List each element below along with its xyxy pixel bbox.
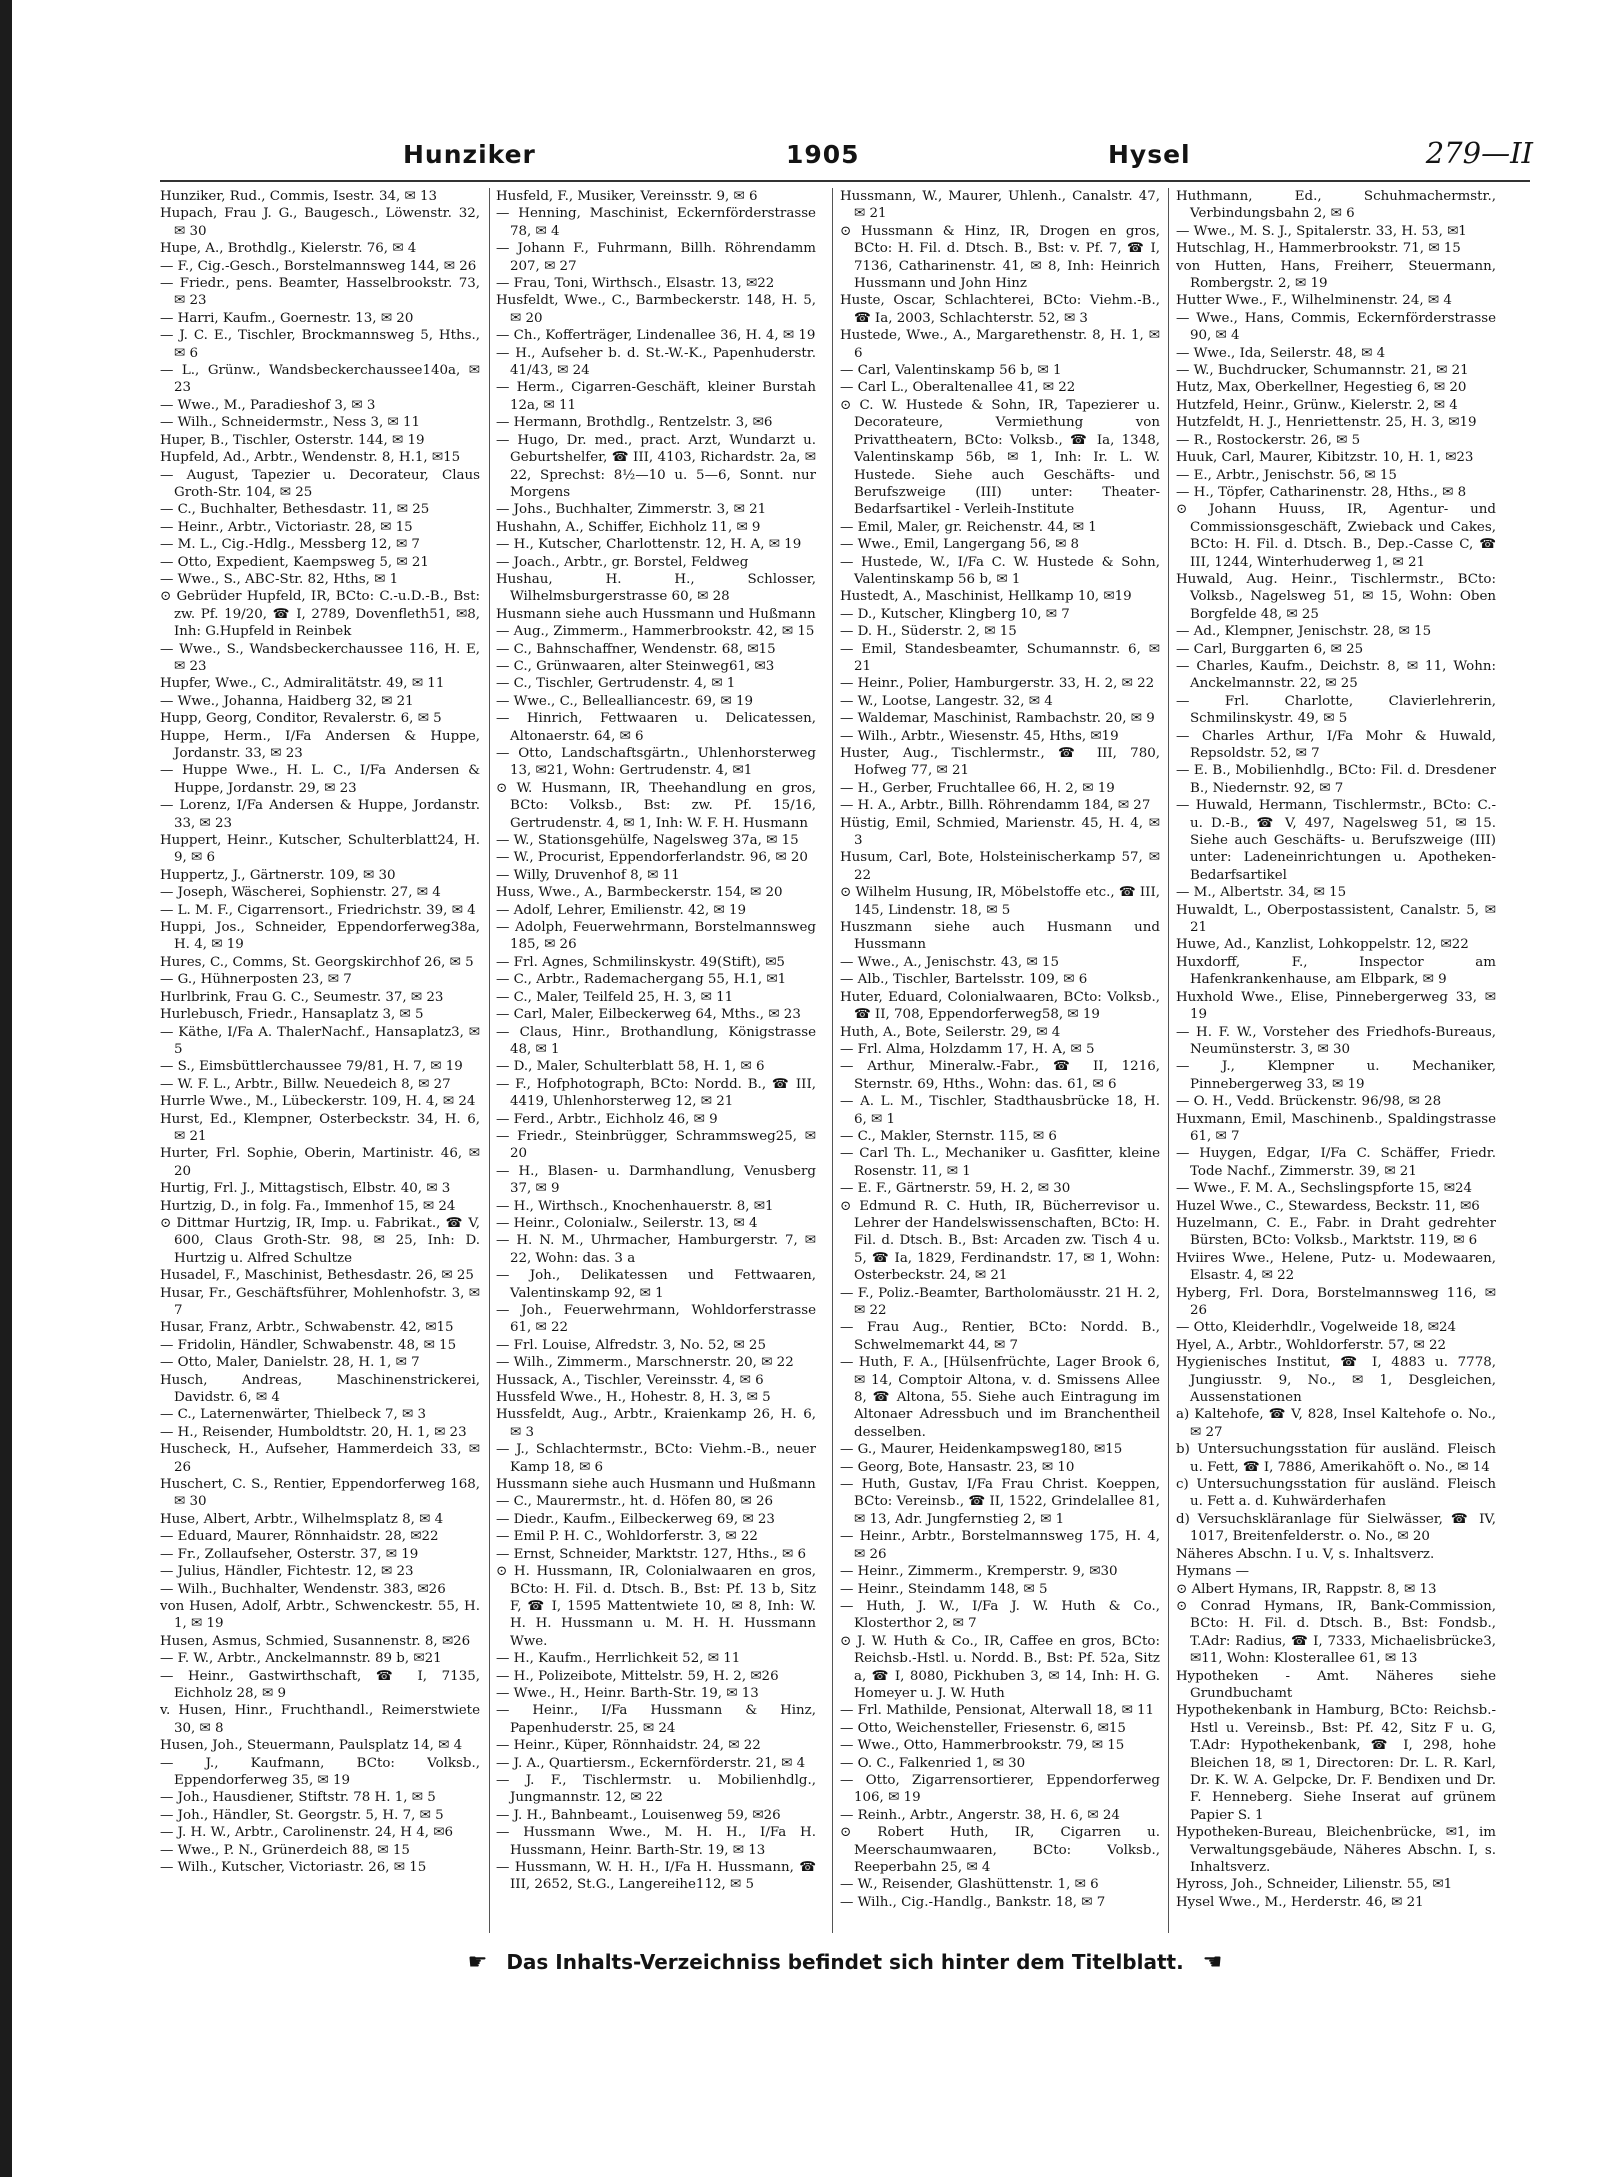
footer-text: Das Inhalts-Verzeichniss befindet sich hinter dem Titelblatt. (506, 1950, 1184, 1974)
directory-entry: Hurtzig, D., in folg. Fa., Immenhof 15, ✉ 24 (160, 1198, 456, 1214)
directory-entry: — J. F., Tischlermstr. u. Mobilienhdlg., Jungmannstr. 12, ✉ 22 (496, 1772, 816, 1806)
directory-entry: Husen, Asmus, Schmied, Susannenstr. 8, ✉26 (160, 1633, 471, 1649)
directory-entry: Husfeldt, Wwe., C., Barmbeckerstr. 148, H. 5, ✉ 20 (496, 293, 816, 326)
directory-entry: — W., Buchdrucker, Schumannstr. 21, ✉ 21 (1176, 363, 1469, 379)
directory-entry: — H., Kutscher, Charlottenstr. 12, H. A, ✉ 19 (496, 537, 802, 553)
directory-entry: Huper, B., Tischler, Osterstr. 144, ✉ 19 (160, 432, 425, 448)
directory-entry: — Otto, Kleiderhdlr., Vogelweide 18, ✉24 (1176, 1320, 1457, 1336)
directory-entry: — Wwe., Otto, Hammerbrookstr. 79, ✉ 15 (840, 1738, 1125, 1754)
directory-entry: — J. H. W., Arbtr., Carolinenstr. 24, H 4, ✉6 (160, 1825, 453, 1841)
directory-entry: — Julius, Händler, Fichtestr. 12, ✉ 23 (160, 1564, 414, 1580)
directory-entry: — Joach., Arbtr., gr. Borstel, Feldweg (496, 554, 749, 570)
page-header (148, 136, 1533, 176)
directory-entry: — Wilh., Schneidermstr., Ness 3, ✉ 11 (160, 415, 420, 431)
directory-entry: ⊙ Hussmann & Hinz, IR, Drogen en gros, BCto: H. Fil. d. Dtsch. B., Bst: v. Pf. 7, ☎ I, 7136, Catharinenstr. 41, ✉ 8, Inh: Heinrich Hussmann und John Hinz (840, 223, 1160, 292)
directory-entry: — Heinr., Arbtr., Victoriastr. 28, ✉ 15 (160, 519, 413, 535)
directory-entry: — J., Kaufmann, BCto: Volksb., Eppendorferweg 35, ✉ 19 (160, 1755, 480, 1788)
directory-entry: — Ernst, Schneider, Marktstr. 127, Hths., ✉ 6 (496, 1546, 806, 1562)
directory-entry: Hures, C., Comms, St. Georgskirchhof 26, ✉ 5 (160, 954, 474, 970)
directory-entry: — Frl. Mathilde, Pensionat, Alterwall 18, ✉ 11 (840, 1703, 1155, 1719)
directory-entry: — Frau, Toni, Wirthsch., Elsastr. 13, ✉22 (496, 276, 775, 292)
directory-entry: — Frau Aug., Rentier, BCto: Nordd. B., Schwelmemarkt 44, ✉ 7 (840, 1320, 1160, 1353)
directory-entry: — Wwe., Johanna, Haidberg 32, ✉ 21 (160, 693, 414, 709)
pointing-hand-icon: ☛ (467, 1950, 488, 1975)
directory-entry: — Henning, Maschinist, Eckernförderstrasse 78, ✉ 4 (496, 206, 816, 239)
directory-entry: — D., Maler, Schulterblatt 58, H. 1, ✉ 6 (496, 1059, 765, 1075)
directory-entry: — Ad., Klempner, Jenischstr. 28, ✉ 15 (1176, 624, 1432, 640)
directory-entry: — H., Blasen- u. Darmhandlung, Venusberg 37, ✉ 9 (496, 1163, 816, 1197)
directory-entry: Hyberg, Frl. Dora, Borstelmannsweg 116, ✉ 26 (1176, 1285, 1496, 1318)
directory-entry: — C., Buchhalter, Bethesdastr. 11, ✉ 25 (160, 502, 430, 518)
directory-entry: — Johann F., Fuhrmann, Billh. Röhrendamm 207, ✉ 27 (496, 241, 816, 274)
directory-entry: — Heinr., Colonialw., Seilerstr. 13, ✉ 4 (496, 1215, 758, 1231)
directory-entry: — Harri, Kaufm., Goernestr. 13, ✉ 20 (160, 310, 414, 326)
directory-entry: — Otto, Landschaftsgärtn., Uhlenhorsterweg 13, ✉21, Wohn: Gertrudenstr. 4, ✉1 (496, 746, 816, 779)
directory-entry: — Huwald, Hermann, Tischlermstr., BCto: C.- u. D.-B., ☎ V, 497, Nagelsweg 51, ✉ 15. Siehe auch Geschäfts- u. Berufszweige (III) unter: Ladeneinrichtungen u. Apotheken-Bedarfsartikel (1176, 798, 1496, 883)
scan-edge (0, 0, 12, 2177)
directory-entry: — L., Grünw., Wandsbeckerchaussee140a, ✉ 23 (160, 363, 480, 396)
directory-entry: — C., Makler, Sternstr. 115, ✉ 6 (840, 1128, 1057, 1144)
directory-entry: — Johs., Buchhalter, Zimmerstr. 3, ✉ 21 (496, 502, 767, 518)
directory-entry: Hurrle Wwe., M., Lübeckerstr. 109, H. 4, ✉ 24 (160, 1094, 476, 1110)
directory-entry: — F., Cig.-Gesch., Borstelmannsweg 144, ✉ 26 (160, 258, 477, 274)
directory-entry: — H., Reisender, Humboldtstr. 20, H. 1, ✉ 23 (160, 1424, 467, 1440)
directory-entry: Hussmann, W., Maurer, Uhlenh., Canalstr. 47, ✉ 21 (840, 189, 1160, 222)
directory-entry: ⊙ Gebrüder Hupfeld, IR, BCto: C.-u.D.-B., Bst: zw. Pf. 19/20, ☎ I, 2789, Dovenfleth51, ✉8, Inh: G.Hupfeld in Reinbek (160, 589, 480, 640)
column-3 (840, 188, 1160, 1928)
directory-entry: — Wwe., F. M. A., Sechslingspforte 15, ✉24 (1176, 1181, 1473, 1197)
directory-entry: Hygienisches Institut, ☎ I, 4883 u. 7778, Jungiusstr. 9, No., ✉ 1, Desgleichen, Aussenstationen (1176, 1355, 1496, 1406)
directory-entry: — J., Klempner u. Mechaniker, Pinnebergerweg 33, ✉ 19 (1176, 1059, 1496, 1092)
directory-entry: Hupfeld, Ad., Arbtr., Wendenstr. 8, H.1, ✉15 (160, 450, 461, 466)
directory-entry: — Emil, Maler, gr. Reichenstr. 44, ✉ 1 (840, 519, 1097, 535)
page-number: 279—II (1425, 136, 1533, 170)
directory-entry: — J. A., Quartiersm., Eckernförderstr. 21, ✉ 4 (496, 1755, 806, 1771)
directory-entry: — Wilh., Arbtr., Wiesenstr. 45, Hths, ✉19 (840, 728, 1119, 744)
directory-entry: — Wwe., C., Bellealliancestr. 69, ✉ 19 (496, 693, 753, 709)
directory-entry: — Wwe., M., Paradieshof 3, ✉ 3 (160, 397, 376, 413)
directory-entry: Huppi, Jos., Schneider, Eppendorferweg38a, H. 4, ✉ 19 (160, 920, 480, 953)
directory-entry: Hutz, Max, Oberkellner, Hegestieg 6, ✉ 20 (1176, 380, 1467, 396)
directory-entry: — Adolf, Lehrer, Emilienstr. 42, ✉ 19 (496, 902, 747, 918)
directory-entry: — Emil, Standesbeamter, Schumannstr. 6, ✉ 21 (840, 641, 1160, 674)
directory-entry: Huuk, Carl, Maurer, Kibitzstr. 10, H. 1, ✉23 (1176, 450, 1474, 466)
directory-entry: — M. L., Cig.-Hdlg., Messberg 12, ✉ 7 (160, 537, 420, 553)
directory-entry: Hypotheken - Amt. Näheres siehe Grundbuchamt (1176, 1668, 1496, 1701)
header-rule (160, 180, 1530, 182)
directory-entry: Huwe, Ad., Kanzlist, Lohkoppelstr. 12, ✉22 (1176, 937, 1469, 953)
directory-entry: — Frl. Agnes, Schmilinskystr. 49(Stift), ✉5 (496, 954, 785, 970)
pointing-hand-icon: ☚ (1202, 1950, 1223, 1975)
directory-entry: — J., Schlachtermstr., BCto: Viehm.-B., neuer Kamp 18, ✉ 6 (496, 1442, 816, 1475)
directory-entry: Husar, Fr., Geschäftsführer, Mohlenhofstr. 3, ✉ 7 (160, 1285, 480, 1318)
directory-entry: Hyel, A., Arbtr., Wohldorferstr. 57, ✉ 22 (1176, 1337, 1447, 1353)
directory-entry: — Friedr., Steinbrügger, Schrammsweg25, ✉ 20 (496, 1128, 816, 1162)
directory-entry: d) Versuchskläranlage für Sielwässer, ☎ IV, 1017, Breitenfelderstr. o. No., ✉ 20 (1176, 1511, 1496, 1545)
directory-entry: — Heinr., Zimmerm., Kremperstr. 9, ✉30 (840, 1564, 1118, 1580)
directory-entry: — Otto, Maler, Danielstr. 28, H. 1, ✉ 7 (160, 1355, 420, 1371)
directory-entry: — Wwe., Ida, Seilerstr. 48, ✉ 4 (1176, 345, 1386, 361)
directory-entry: — Reinh., Arbtr., Angerstr. 38, H. 6, ✉ 24 (840, 1807, 1120, 1823)
directory-entry: — H., Wirthsch., Knochenhauerstr. 8, ✉1 (496, 1198, 774, 1214)
directory-entry: — W., Stationsgehülfe, Nagelsweg 37a, ✉ 15 (496, 833, 799, 849)
directory-entry: — Hussmann Wwe., M. H. H., I/Fa H. Hussmann, Heinr. Barth-Str. 19, ✉ 13 (496, 1825, 816, 1858)
directory-entry: Huschert, C. S., Rentier, Eppendorferweg 168, ✉ 30 (160, 1477, 480, 1510)
directory-entry: — H. A., Arbtr., Billh. Röhrendamm 184, ✉ 27 (840, 798, 1151, 814)
directory-entry: Hurter, Frl. Sophie, Oberin, Martinistr. 46, ✉ 20 (160, 1146, 480, 1179)
directory-entry: — Wwe., Hans, Commis, Eckernförderstrasse 90, ✉ 4 (1176, 310, 1496, 344)
directory-entry: v. Husen, Hinr., Fruchthandl., Reimerstwiete 30, ✉ 8 (160, 1703, 480, 1736)
directory-entry: — Heinr., Polier, Hamburgerstr. 33, H. 2, ✉ 22 (840, 676, 1155, 692)
directory-entry: Hyross, Joh., Schneider, Lilienstr. 55, ✉1 (1176, 1877, 1453, 1893)
directory-entry: Huzel Wwe., C., Stewardess, Beckstr. 11, ✉6 (1176, 1198, 1480, 1214)
directory-entry: — Joh., Händler, St. Georgstr. 5, H. 7, ✉ 5 (160, 1807, 444, 1823)
directory-entry: Hypotheken-Bureau, Bleichenbrücke, ✉1, im Verwaltungsgebäude, Näheres Abschn. I, s. Inhaltsverz. (1176, 1825, 1496, 1875)
directory-entry: — O. C., Falkenried 1, ✉ 30 (840, 1755, 1026, 1771)
directory-entry: — Käthe, I/Fa A. ThalerNachf., Hansaplatz3, ✉ 5 (160, 1024, 480, 1057)
directory-entry: Huss, Wwe., A., Barmbeckerstr. 154, ✉ 20 (496, 885, 783, 901)
directory-entry: — Wilh., Kutscher, Victoriastr. 26, ✉ 15 (160, 1860, 427, 1875)
directory-entry: Huxdorff, F., Inspector am Hafenkrankenhause, am Elbpark, ✉ 9 (1176, 954, 1496, 988)
directory-entry: — Heinr., Steindamm 148, ✉ 5 (840, 1581, 1048, 1597)
directory-entry: — H., Kaufm., Herrlichkeit 52, ✉ 11 (496, 1651, 741, 1667)
directory-entry: — F. W., Arbtr., Anckelmannstr. 89 b, ✉21 (160, 1651, 442, 1667)
directory-entry: Huwald, Aug. Heinr., Tischlermstr., BCto: Volksb., Nagelsweg 51, ✉ 15, Wohn: Oben Borgfelde 48, ✉ 25 (1176, 571, 1496, 622)
directory-entry: — H., Gerber, Fruchtallee 66, H. 2, ✉ 19 (840, 780, 1115, 796)
directory-entry: — C., Maler, Teilfeld 25, H. 3, ✉ 11 (496, 989, 734, 1005)
directory-entry: — Wwe., P. N., Grünerdeich 88, ✉ 15 (160, 1842, 410, 1858)
directory-entry: — D. H., Süderstr. 2, ✉ 15 (840, 624, 1017, 640)
directory-entry: — Wilh., Buchhalter, Wendenstr. 383, ✉26 (160, 1581, 446, 1597)
directory-entry: — Friedr., pens. Beamter, Hasselbrookstr. 73, ✉ 23 (160, 276, 480, 309)
directory-entry: — Huygen, Edgar, I/Fa C. Schäffer, Friedr. Tode Nachf., Zimmerstr. 39, ✉ 21 (1176, 1146, 1496, 1179)
directory-entry: — Huth, J. W., I/Fa J. W. Huth & Co., Klosterthor 2, ✉ 7 (840, 1598, 1160, 1632)
directory-entry: — Eduard, Maurer, Rönnhaidstr. 28, ✉22 (160, 1529, 439, 1545)
directory-entry: Hussack, A., Tischler, Vereinsstr. 4, ✉ 6 (496, 1372, 764, 1388)
directory-entry: Husmann siehe auch Hussmann und Hußmann (496, 606, 816, 622)
directory-entry: Näheres Abschn. I u. V, s. Inhaltsverz. (1176, 1546, 1435, 1562)
directory-entry: — Georg, Bote, Hansastr. 23, ✉ 10 (840, 1459, 1075, 1475)
directory-entry: Huth, A., Bote, Seilerstr. 29, ✉ 4 (840, 1024, 1061, 1040)
directory-entry: — Carl Th. L., Mechaniker u. Gasfitter, kleine Rosenstr. 11, ✉ 1 (840, 1146, 1160, 1179)
directory-entry: — Frl. Louise, Alfredstr. 3, No. 52, ✉ 25 (496, 1337, 766, 1353)
directory-entry: Hurlebusch, Friedr., Hansaplatz 3, ✉ 5 (160, 1007, 424, 1023)
directory-entry: — F., Poliz.-Beamter, Bartholomäusstr. 21 H. 2, ✉ 22 (840, 1285, 1160, 1318)
directory-entry: — Otto, Weichensteller, Friesenstr. 6, ✉15 (840, 1720, 1126, 1736)
directory-entry: Hustedt, A., Maschinist, Hellkamp 10, ✉19 (840, 589, 1132, 605)
directory-entry: — Wwe., A., Jenischstr. 43, ✉ 15 (840, 954, 1059, 970)
directory-entry: — H. F. W., Vorsteher des Friedhofs-Bureaus, Neumünsterstr. 3, ✉ 30 (1176, 1024, 1496, 1057)
directory-entry: a) Kaltehofe, ☎ V, 828, Insel Kaltehofe o. No., ✉ 27 (1176, 1407, 1496, 1440)
directory-entry: — Emil P. H. C., Wohldorferstr. 3, ✉ 22 (496, 1529, 758, 1545)
directory-entry: — Waldemar, Maschinist, Rambachstr. 20, ✉ 9 (840, 711, 1155, 727)
directory-entry: — Charles, Kaufm., Deichstr. 8, ✉ 11, Wohn: Anckelmannstr. 22, ✉ 25 (1176, 658, 1496, 692)
directory-entry: Hupp, Georg, Conditor, Revalerstr. 6, ✉ 5 (160, 711, 442, 727)
directory-entry: — Heinr., I/Fa Hussmann & Hinz, Papenhuderstr. 25, ✉ 24 (496, 1703, 816, 1736)
directory-entry: — Joh., Delikatessen und Fettwaaren, Valentinskamp 92, ✉ 1 (496, 1268, 816, 1301)
directory-entry: ⊙ Robert Huth, IR, Cigarren u. Meerschaumwaaren, BCto: Volksb., Reeperbahn 25, ✉ 4 (840, 1825, 1160, 1875)
directory-entry: — W., Reisender, Glashüttenstr. 1, ✉ 6 (840, 1877, 1099, 1893)
directory-entry: — J. H., Bahnbeamt., Louisenweg 59, ✉26 (496, 1807, 781, 1823)
directory-entry: ⊙ Dittmar Hurtzig, IR, Imp. u. Fabrikat., ☎ V, 600, Claus Groth-Str. 98, ✉ 25, Inh: D. Hurtzig u. Alfred Schultze (160, 1215, 480, 1266)
directory-entry: — C., Arbtr., Rademachergang 55, H.1, ✉1 (496, 972, 787, 988)
directory-entry: — M., Albertstr. 34, ✉ 15 (1176, 885, 1347, 901)
directory-entry: — Joh., Feuerwehrmann, Wohldorferstrasse 61, ✉ 22 (496, 1303, 816, 1336)
directory-entry: — Fr., Zollaufseher, Osterstr. 37, ✉ 19 (160, 1546, 419, 1562)
columns (160, 188, 1530, 1928)
directory-entry: — Frl. Charlotte, Clavierlehrerin, Schmilinskystr. 49, ✉ 5 (1176, 693, 1496, 727)
directory-entry: ⊙ C. W. Hustede & Sohn, IR, Tapezierer u. Decorateure, Vermiethung von Privattheatern, BCto: Volksb., ☎ Ia, 1348, Valentinskamp 56b, ✉ 1, Inh: Ir. L. W. Hustede. Siehe auch Geschäfts- und Berufszweige (III) unter: Theater-Bedarfsartikel - Verleih-Institute (840, 397, 1160, 518)
directory-entry: — Fridolin, Händler, Schwabenstr. 48, ✉ 15 (160, 1337, 457, 1353)
column-1 (160, 188, 480, 1928)
directory-entry: — R., Rostockerstr. 26, ✉ 5 (1176, 432, 1361, 448)
directory-entry: — Hugo, Dr. med., pract. Arzt, Wundarzt u. Geburtshelfer, ☎ III, 4103, Richardstr. 2a, ✉ 22, Sprechst: 8½—10 u. 5—6, Sonnt. nur Morgens (496, 432, 816, 500)
directory-entry: Hushahn, A., Schiffer, Eichholz 11, ✉ 9 (496, 519, 761, 535)
directory-entry: Hüstig, Emil, Schmied, Marienstr. 45, H. 4, ✉ 3 (840, 815, 1160, 849)
directory-entry: — C., Laternenwärter, Thielbeck 7, ✉ 3 (160, 1407, 426, 1423)
directory-entry: — C., Grünwaaren, alter Steinweg61, ✉3 (496, 658, 775, 674)
directory-entry: ⊙ Edmund R. C. Huth, IR, Bücherrevisor u. Lehrer der Handelswissenschaften, BCto: H. Fil. d. Dtsch. B., Bst: Arcaden zw. Tisch 4 u. 5, ☎ Ia, 1829, Ferdinandstr. 17, ✉ 1, Wohn: Osterbeckstr. 24, ✉ 21 (840, 1198, 1160, 1284)
directory-entry: — Heinr., Küper, Rönnhaidstr. 24, ✉ 22 (496, 1738, 761, 1754)
directory-entry: — H., Polizeibote, Mittelstr. 59, H. 2, ✉26 (496, 1668, 779, 1684)
directory-entry: Hurtig, Frl. J., Mittagstisch, Elbstr. 40, ✉ 3 (160, 1181, 451, 1197)
directory-entry: — C., Bahnschaffner, Wendenstr. 68, ✉15 (496, 641, 776, 657)
directory-entry: Huppert, Heinr., Kutscher, Schulterblatt24, H. 9, ✉ 6 (160, 833, 480, 866)
directory-entry: — Heinr., Gastwirthschaft, ☎ I, 7135, Eichholz 28, ✉ 9 (160, 1668, 480, 1701)
directory-entry: — Joh., Hausdiener, Stiftstr. 78 H. 1, ✉ 5 (160, 1790, 436, 1806)
directory-entry: Hysel Wwe., M., Herderstr. 46, ✉ 21 (1176, 1894, 1424, 1910)
directory-entry: — Diedr., Kaufm., Eilbeckerweg 69, ✉ 23 (496, 1511, 775, 1527)
directory-entry: — E., Arbtr., Jenischstr. 56, ✉ 15 (1176, 467, 1397, 483)
directory-entry: Huppertz, J., Gärtnerstr. 109, ✉ 30 (160, 867, 396, 883)
directory-entry: Huste, Oscar, Schlachterei, BCto: Viehm.-B., ☎ Ia, 2003, Schlachterstr. 52, ✉ 3 (840, 293, 1160, 326)
directory-entry: Husadel, F., Maschinist, Bethesdastr. 26, ✉ 25 (160, 1268, 474, 1284)
directory-entry: — Herm., Cigarren-Geschäft, kleiner Burstah 12a, ✉ 11 (496, 380, 816, 413)
directory-entry: — Hinrich, Fettwaaren u. Delicatessen, Altonaerstr. 64, ✉ 6 (496, 711, 816, 744)
directory-entry: — Wilh., Cig.-Handlg., Bankstr. 18, ✉ 7 (840, 1894, 1106, 1910)
directory-entry: — W., Lootse, Langestr. 32, ✉ 4 (840, 693, 1053, 709)
directory-entry: — Wwe., S., Wandsbeckerchaussee 116, H. E, ✉ 23 (160, 641, 480, 674)
directory-entry: — J. C. E., Tischler, Brockmannsweg 5, Hths., ✉ 6 (160, 328, 480, 361)
directory-entry: — E. B., Mobilienhdlg., BCto: Fil. d. Dresdener B., Niedernstr. 92, ✉ 7 (1176, 763, 1496, 796)
directory-entry: Hussfeld Wwe., H., Hohestr. 8, H. 3, ✉ 5 (496, 1390, 771, 1406)
directory-entry: — Hermann, Brothdlg., Rentzelstr. 3, ✉6 (496, 415, 773, 431)
directory-entry: Huxhold Wwe., Elise, Pinnebergerweg 33, ✉ 19 (1176, 989, 1496, 1023)
directory-entry: — Wilh., Zimmerm., Marschnerstr. 20, ✉ 22 (496, 1355, 794, 1371)
directory-entry: Hupe, A., Brothdlg., Kielerstr. 76, ✉ 4 (160, 241, 417, 257)
directory-entry: ⊙ J. W. Huth & Co., IR, Caffee en gros, BCto: Reichsb.-Hstl. u. Nordd. B., Bst: Pf. 52a, Sitz a, ☎ I, 8080, Pickhuben 3, ✉ 14, Inh: H. G. Homeyer u. J. W. Huth (840, 1633, 1160, 1701)
directory-entry: — O. H., Vedd. Brückenstr. 96/98, ✉ 28 (1176, 1094, 1442, 1110)
directory-entry: Husch, Andreas, Maschinenstrickerei, Davidstr. 6, ✉ 4 (160, 1372, 480, 1406)
directory-entry: Hustede, Wwe., A., Margarethenstr. 8, H. 1, ✉ 6 (840, 328, 1160, 361)
directory-entry: — Ch., Kofferträger, Lindenallee 36, H. 4, ✉ 19 (496, 328, 816, 344)
directory-entry: Huwaldt, L., Oberpostassistent, Canalstr. 5, ✉ 21 (1176, 902, 1496, 936)
directory-entry: Husar, Franz, Arbtr., Schwabenstr. 42, ✉15 (160, 1320, 454, 1336)
directory-entry: Hussfeldt, Aug., Arbtr., Kraienkamp 26, H. 6, ✉ 3 (496, 1407, 816, 1440)
directory-entry: ⊙ Conrad Hymans, IR, Bank-Commission, BCto: H. Fil. d. Dtsch. B., Bst: Fondsb., T.Adr: Radius, ☎ I, 7333, Michaelisbrücke3, ✉11, Wohn: Klosterallee 61, ✉ 13 (1176, 1598, 1496, 1667)
directory-entry: b) Untersuchungsstation für ausländ. Fleisch u. Fett, ☎ I, 7886, Amerikahöft o. No., ✉ 14 (1176, 1442, 1496, 1475)
directory-entry: — C., Maurermstr., ht. d. Höfen 80, ✉ 26 (496, 1494, 774, 1510)
directory-entry: Hymans — (1176, 1564, 1250, 1580)
directory-entry: Hutzfeldt, H. J., Henriettenstr. 25, H. 3, ✉19 (1176, 415, 1477, 431)
directory-entry: Huppe, Herm., I/Fa Andersen & Huppe, Jordanstr. 33, ✉ 23 (160, 728, 480, 761)
directory-entry: ⊙ Albert Hymans, IR, Rappstr. 8, ✉ 13 (1176, 1581, 1437, 1597)
directory-entry: Hypothekenbank in Hamburg, BCto: Reichsb.-Hstl u. Vereinsb., Bst: Pf. 42, Sitz F u. G, T.Adr: Hypothekenbank, ☎ I, 298, hohe Bleichen 18, ✉ 1, Directoren: Dr. L. R. Karl, Dr. K. W. A. Gelpcke, Dr. F. Bendixen und Dr. F. Henneberg. Siehe Inserat auf grünem Papier S. 1 (1176, 1703, 1496, 1823)
directory-entry: — Adolph, Feuerwehrmann, Borstelmannsweg 185, ✉ 26 (496, 920, 816, 953)
directory-entry: — F., Hofphotograph, BCto: Nordd. B., ☎ III, 4419, Uhlenhorsterweg 12, ✉ 21 (496, 1076, 816, 1110)
directory-entry: Hurlbrink, Frau G. C., Seumestr. 37, ✉ 23 (160, 989, 444, 1005)
directory-entry: — Wwe., S., ABC-Str. 82, Hths, ✉ 1 (160, 571, 399, 587)
directory-entry: — D., Kutscher, Klingberg 10, ✉ 7 (840, 606, 1070, 622)
directory-entry: — H., Aufseher b. d. St.-W.-K., Papenhuderstr. 41/43, ✉ 24 (496, 345, 816, 379)
directory-entry: — Aug., Zimmerm., Hammerbrookstr. 42, ✉ 15 (496, 624, 815, 640)
directory-entry: — Hussmann, W. H. H., I/Fa H. Hussmann, ☎ III, 2652, St.G., Langereihe112, ✉ 5 (496, 1860, 816, 1893)
directory-entry: — E. F., Gärtnerstr. 59, H. 2, ✉ 30 (840, 1181, 1071, 1197)
directory-entry: Hviires Wwe., Helene, Putz- u. Modewaaren, Elsastr. 4, ✉ 22 (1176, 1250, 1496, 1284)
directory-entry: — Arthur, Mineralw.-Fabr., ☎ II, 1216, Sternstr. 69, Hths., Wohn: das. 61, ✉ 6 (840, 1059, 1160, 1092)
directory-entry: — Lorenz, I/Fa Andersen & Huppe, Jordanstr. 33, ✉ 23 (160, 798, 480, 831)
directory-entry: ⊙ Wilhelm Husung, IR, Möbelstoffe etc., ☎ III, 145, Lindenstr. 18, ✉ 5 (840, 885, 1160, 918)
directory-entry: Huthmann, Ed., Schuhmachermstr., Verbindungsbahn 2, ✉ 6 (1176, 189, 1496, 222)
directory-entry: — Huppe Wwe., H. L. C., I/Fa Andersen & Huppe, Jordanstr. 29, ✉ 23 (160, 763, 480, 796)
directory-entry: — Huth, Gustav, I/Fa Frau Christ. Koeppen, BCto: Vereinsb., ☎ II, 1522, Grindelallee 81, ✉ 13, Adr. Jungfernstieg 2, ✉ 1 (840, 1477, 1160, 1527)
directory-entry: — Carl, Maler, Eilbeckerweg 64, Mths., ✉ 23 (496, 1007, 801, 1023)
directory-entry: Hutzfeld, Heinr., Grünw., Kielerstr. 2, ✉ 4 (1176, 397, 1458, 413)
directory-entry: Hutter Wwe., F., Wilhelminenstr. 24, ✉ 4 (1176, 293, 1452, 309)
directory-entry: — Willy, Druvenhof 8, ✉ 11 (496, 867, 680, 883)
directory-entry: — Hustede, W., I/Fa C. W. Hustede & Sohn, Valentinskamp 56 b, ✉ 1 (840, 554, 1160, 587)
directory-entry: Hushau, H. H., Schlosser, Wilhelmsburgerstrasse 60, ✉ 28 (496, 571, 816, 605)
directory-entry: — Otto, Expedient, Kaempsweg 5, ✉ 21 (160, 554, 429, 570)
directory-entry: — H., Töpfer, Catharinenstr. 28, Hths., ✉ 8 (1176, 484, 1467, 500)
header-first-entry: Hunziker (403, 140, 536, 169)
directory-entry: Husen, Joh., Steuermann, Paulsplatz 14, ✉ 4 (160, 1738, 463, 1754)
directory-entry: Hussmann siehe auch Husmann und Hußmann (496, 1477, 816, 1493)
directory-entry: ⊙ Johann Huuss, IR, Agentur- und Commissionsgeschäft, Zwieback und Cakes, BCto: H. Fil. d. Dtsch. B., Dep.-Casse C, ☎ III, 1244, Winterhuderweg 1, ✉ 21 (1176, 502, 1496, 570)
directory-entry: Hurst, Ed., Klempner, Osterbeckstr. 34, H. 6, ✉ 21 (160, 1111, 480, 1144)
header-year: 1905 (786, 140, 860, 169)
directory-entry: — Carl, Valentinskamp 56 b, ✉ 1 (840, 363, 1062, 379)
directory-entry: ⊙ W. Husmann, IR, Theehandlung en gros, BCto: Volksb., Bst: zw. Pf. 15/16, Gertrudenstr. 4, ✉ 1, Inh: W. F. H. Husmann (496, 780, 816, 831)
directory-entry: Hunziker, Rud., Commis, Isestr. 34, ✉ 13 (160, 189, 438, 204)
directory-entry: Huscheck, H., Aufseher, Hammerdeich 33, ✉ 26 (160, 1442, 480, 1475)
directory-entry: — A. L. M., Tischler, Stadthausbrücke 18, H. 6, ✉ 1 (840, 1094, 1160, 1127)
directory-entry: — Charles Arthur, I/Fa Mohr & Huwald, Repsoldstr. 52, ✉ 7 (1176, 728, 1496, 761)
directory-entry: Hutschlag, H., Hammerbrookstr. 71, ✉ 15 (1176, 241, 1461, 257)
directory-entry: Huter, Eduard, Colonialwaaren, BCto: Volksb., ☎ II, 708, Eppendorferweg58, ✉ 19 (840, 989, 1160, 1023)
directory-entry: Hupfer, Wwe., C., Admiralitätstr. 49, ✉ 11 (160, 676, 445, 692)
directory-entry: — S., Eimsbüttlerchaussee 79/81, H. 7, ✉ 19 (160, 1059, 463, 1075)
directory-entry: Huse, Albert, Arbtr., Wilhelmsplatz 8, ✉ 4 (160, 1511, 444, 1527)
directory-entry: Husfeld, F., Musiker, Vereinsstr. 9, ✉ 6 (496, 189, 758, 204)
directory-entry: — W. F. L., Arbtr., Billw. Neuedeich 8, ✉ 27 (160, 1076, 451, 1092)
column-2 (496, 188, 816, 1928)
directory-entry: von Husen, Adolf, Arbtr., Schwenckestr. 55, H. 1, ✉ 19 (160, 1598, 480, 1632)
directory-entry: — C., Tischler, Gertrudenstr. 4, ✉ 1 (496, 676, 736, 692)
directory-entry: — Wwe., Emil, Langergang 56, ✉ 8 (840, 537, 1080, 553)
directory-entry: Huster, Aug., Tischlermstr., ☎ III, 780, Hofweg 77, ✉ 21 (840, 746, 1160, 779)
directory-entry: — Carl, Burggarten 6, ✉ 25 (1176, 641, 1364, 657)
directory-entry: Huszmann siehe auch Husmann und Hussmann (840, 920, 1160, 953)
column-4 (1176, 188, 1496, 1928)
directory-entry: — L. M. F., Cigarrensort., Friedrichstr. 39, ✉ 4 (160, 902, 476, 918)
directory-entry: — W., Procurist, Eppendorferlandstr. 96, ✉ 20 (496, 850, 808, 866)
directory-entry: — Frl. Alma, Holzdamm 17, H. A, ✉ 5 (840, 1041, 1095, 1057)
directory-entry: — Claus, Hinr., Brothandlung, Königstrasse 48, ✉ 1 (496, 1024, 816, 1057)
directory-entry: — H. N. M., Uhrmacher, Hamburgerstr. 7, ✉ 22, Wohn: das. 3 a (496, 1233, 816, 1266)
directory-entry: — Ferd., Arbtr., Eichholz 46, ✉ 9 (496, 1111, 718, 1127)
directory-entry: von Hutten, Hans, Freiherr, Steuermann, Rombergstr. 2, ✉ 19 (1176, 258, 1496, 292)
directory-entry: ⊙ H. Hussmann, IR, Colonialwaaren en gros, BCto: H. Fil. d. Dtsch. B., Bst: Pf. 13 b, Sitz F, ☎ I, 1595 Mattentwiete 10, ✉ 8, Inh: W. H. H. Hussmann u. M. H. H. Hussmann Wwe. (496, 1564, 816, 1649)
footer-notice (160, 1950, 1530, 1980)
directory-entry: Huxmann, Emil, Maschinenb., Spaldingstrasse 61, ✉ 7 (1176, 1111, 1496, 1144)
directory-entry: — Wwe., M. S. J., Spitalerstr. 33, H. 53, ✉1 (1176, 223, 1467, 239)
directory-entry: — August, Tapezier u. Decorateur, Claus Groth-Str. 104, ✉ 25 (160, 467, 480, 500)
header-last-entry: Hysel (1108, 140, 1191, 169)
directory-entry: — Otto, Zigarrensortierer, Eppendorferweg 106, ✉ 19 (840, 1772, 1160, 1806)
directory-entry: Huzelmann, C. E., Fabr. in Draht gedrehter Bürsten, BCto: Volksb., Marktstr. 119, ✉ 6 (1176, 1215, 1496, 1249)
directory-entry: — Wwe., H., Heinr. Barth-Str. 19, ✉ 13 (496, 1685, 759, 1701)
directory-entry: c) Untersuchungsstation für ausländ. Fleisch u. Fett a. d. Kuhwärderhafen (1176, 1477, 1496, 1510)
directory-entry: — Huth, F. A., [Hülsenfrüchte, Lager Brook 6, ✉ 14, Comptoir Altona, v. d. Smissens Allee 8, ☎ Altona, 55. Siehe auch Eintragung im Altonaer Adressbuch und im Branchentheil desselben. (840, 1355, 1160, 1440)
directory-entry: — Joseph, Wäscherei, Sophienstr. 27, ✉ 4 (160, 885, 441, 901)
directory-entry: — Carl L., Oberaltenallee 41, ✉ 22 (840, 380, 1076, 396)
directory-entry: Hupach, Frau J. G., Baugesch., Löwenstr. 32, ✉ 30 (160, 206, 480, 239)
directory-entry: — G., Hühnerposten 23, ✉ 7 (160, 972, 352, 988)
directory-entry: — Heinr., Arbtr., Borstelmannsweg 175, H. 4, ✉ 26 (840, 1529, 1160, 1562)
directory-entry: Husum, Carl, Bote, Holsteinischerkamp 57, ✉ 22 (840, 850, 1160, 883)
directory-entry: — G., Maurer, Heidenkampsweg180, ✉15 (840, 1442, 1123, 1458)
directory-entry: — Alb., Tischler, Bartelsstr. 109, ✉ 6 (840, 972, 1088, 988)
